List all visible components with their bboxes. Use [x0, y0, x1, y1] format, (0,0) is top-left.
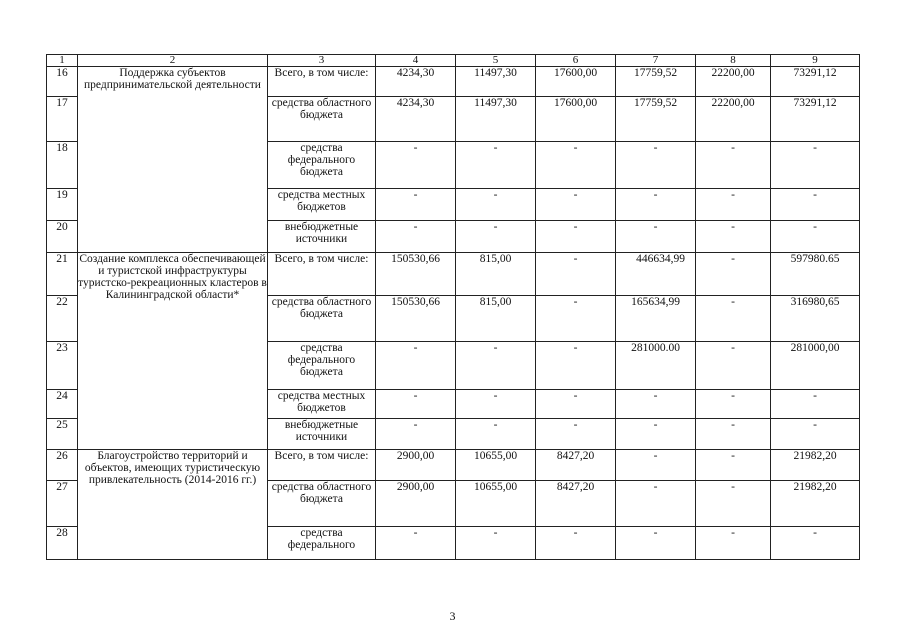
- amount-cell: -: [696, 419, 771, 450]
- amount-cell: 150530,66: [376, 253, 456, 296]
- amount-cell: -: [376, 527, 456, 560]
- amount-cell: 2900,00: [376, 481, 456, 527]
- amount-cell: -: [771, 419, 860, 450]
- amount-cell: -: [376, 142, 456, 189]
- amount-cell: 4234,30: [376, 97, 456, 142]
- funding-source: внебюджетные источники: [268, 221, 376, 253]
- funding-source: средства областного бюджета: [268, 97, 376, 142]
- amount-cell: 22200,00: [696, 67, 771, 97]
- funding-source: средства федерального бюджета: [268, 342, 376, 390]
- column-header: 9: [771, 55, 860, 67]
- column-header: 5: [456, 55, 536, 67]
- amount-cell: 597980.65: [771, 253, 860, 296]
- amount-cell: 73291,12: [771, 67, 860, 97]
- table-header-row: [47, 55, 860, 67]
- amount-cell: -: [376, 390, 456, 419]
- amount-cell: 21982,20: [771, 481, 860, 527]
- amount-cell: -: [616, 527, 696, 560]
- funding-source: внебюджетные источники: [268, 419, 376, 450]
- amount-cell: 11497,30: [456, 67, 536, 97]
- amount-cell: -: [456, 189, 536, 221]
- amount-cell: -: [536, 142, 616, 189]
- amount-cell: -: [696, 450, 771, 481]
- amount-cell: -: [696, 296, 771, 342]
- amount-cell: -: [696, 481, 771, 527]
- column-header: 8: [696, 55, 771, 67]
- funding-source: средства областного бюджета: [268, 296, 376, 342]
- amount-cell: -: [771, 142, 860, 189]
- funding-source: Всего, в том числе:: [268, 67, 376, 97]
- row-number: 16: [47, 67, 78, 97]
- amount-cell: 281000.00: [616, 342, 696, 390]
- row-number: 24: [47, 390, 78, 419]
- amount-cell: 281000,00: [771, 342, 860, 390]
- amount-cell: -: [616, 419, 696, 450]
- amount-cell: -: [696, 253, 771, 296]
- amount-cell: 17759,52: [616, 97, 696, 142]
- amount-cell: 21982,20: [771, 450, 860, 481]
- amount-cell: -: [771, 221, 860, 253]
- amount-cell: 2900,00: [376, 450, 456, 481]
- program-name: Благоустройство территорий и объектов, имеющих туристическую привлекательность (2014-2016 гг.): [78, 450, 268, 560]
- amount-cell: 446634,99: [616, 253, 696, 296]
- table-row: [47, 253, 860, 296]
- amount-cell: -: [536, 342, 616, 390]
- amount-cell: -: [536, 253, 616, 296]
- row-number: 17: [47, 97, 78, 142]
- amount-cell: -: [616, 390, 696, 419]
- funding-source: Всего, в том числе:: [268, 450, 376, 481]
- column-header: 2: [78, 55, 268, 67]
- amount-cell: -: [536, 527, 616, 560]
- row-number: 20: [47, 221, 78, 253]
- amount-cell: -: [536, 221, 616, 253]
- amount-cell: -: [536, 419, 616, 450]
- row-number: 22: [47, 296, 78, 342]
- amount-cell: -: [456, 419, 536, 450]
- amount-cell: -: [771, 390, 860, 419]
- program-name: Поддержка субъектов предпринимательской деятельности: [78, 67, 268, 253]
- row-number: 18: [47, 142, 78, 189]
- amount-cell: -: [376, 419, 456, 450]
- amount-cell: 8427,20: [536, 481, 616, 527]
- amount-cell: -: [696, 342, 771, 390]
- amount-cell: -: [456, 342, 536, 390]
- amount-cell: 73291,12: [771, 97, 860, 142]
- funding-source: Всего, в том числе:: [268, 253, 376, 296]
- amount-cell: -: [536, 390, 616, 419]
- amount-cell: -: [376, 189, 456, 221]
- funding-source: средства федерального бюджета: [268, 142, 376, 189]
- amount-cell: -: [376, 342, 456, 390]
- row-number: 21: [47, 253, 78, 296]
- amount-cell: 10655,00: [456, 450, 536, 481]
- amount-cell: -: [696, 189, 771, 221]
- amount-cell: 8427,20: [536, 450, 616, 481]
- funding-source: средства областного бюджета: [268, 481, 376, 527]
- row-number: 28: [47, 527, 78, 560]
- amount-cell: -: [696, 142, 771, 189]
- amount-cell: -: [456, 142, 536, 189]
- amount-cell: -: [771, 527, 860, 560]
- amount-cell: 11497,30: [456, 97, 536, 142]
- amount-cell: -: [536, 296, 616, 342]
- funding-source: средства местных бюджетов: [268, 189, 376, 221]
- amount-cell: -: [696, 527, 771, 560]
- page-number: 3: [449, 609, 456, 623]
- amount-cell: 4234,30: [376, 67, 456, 97]
- row-number: 25: [47, 419, 78, 450]
- row-number: 19: [47, 189, 78, 221]
- row-number: 27: [47, 481, 78, 527]
- amount-cell: 17600,00: [536, 67, 616, 97]
- amount-cell: -: [616, 221, 696, 253]
- amount-cell: -: [696, 221, 771, 253]
- amount-cell: 10655,00: [456, 481, 536, 527]
- budget-table: [46, 54, 860, 560]
- amount-cell: -: [616, 450, 696, 481]
- program-name: Создание комплекса обеспечивающей и туристской инфраструктуры туристско-рекреационных кластеров в Калининградской области*: [78, 253, 268, 450]
- amount-cell: -: [771, 189, 860, 221]
- funding-source: средства местных бюджетов: [268, 390, 376, 419]
- amount-cell: 150530,66: [376, 296, 456, 342]
- amount-cell: 815,00: [456, 253, 536, 296]
- amount-cell: 165634,99: [616, 296, 696, 342]
- amount-cell: 22200,00: [696, 97, 771, 142]
- amount-cell: 17600,00: [536, 97, 616, 142]
- amount-cell: -: [456, 390, 536, 419]
- row-number: 26: [47, 450, 78, 481]
- table-row: [47, 67, 860, 97]
- column-header: 4: [376, 55, 456, 67]
- table-body: [47, 67, 860, 560]
- amount-cell: -: [456, 221, 536, 253]
- amount-cell: -: [536, 189, 616, 221]
- column-header: 1: [47, 55, 78, 67]
- amount-cell: -: [616, 142, 696, 189]
- amount-cell: -: [456, 527, 536, 560]
- column-header: 7: [616, 55, 696, 67]
- amount-cell: -: [696, 390, 771, 419]
- amount-cell: 316980,65: [771, 296, 860, 342]
- amount-cell: 17759,52: [616, 67, 696, 97]
- row-number: 23: [47, 342, 78, 390]
- amount-cell: -: [376, 221, 456, 253]
- column-header: 6: [536, 55, 616, 67]
- funding-source: средства федерального: [268, 527, 376, 560]
- amount-cell: -: [616, 189, 696, 221]
- amount-cell: -: [616, 481, 696, 527]
- amount-cell: 815,00: [456, 296, 536, 342]
- table-row: [47, 450, 860, 481]
- column-header: 3: [268, 55, 376, 67]
